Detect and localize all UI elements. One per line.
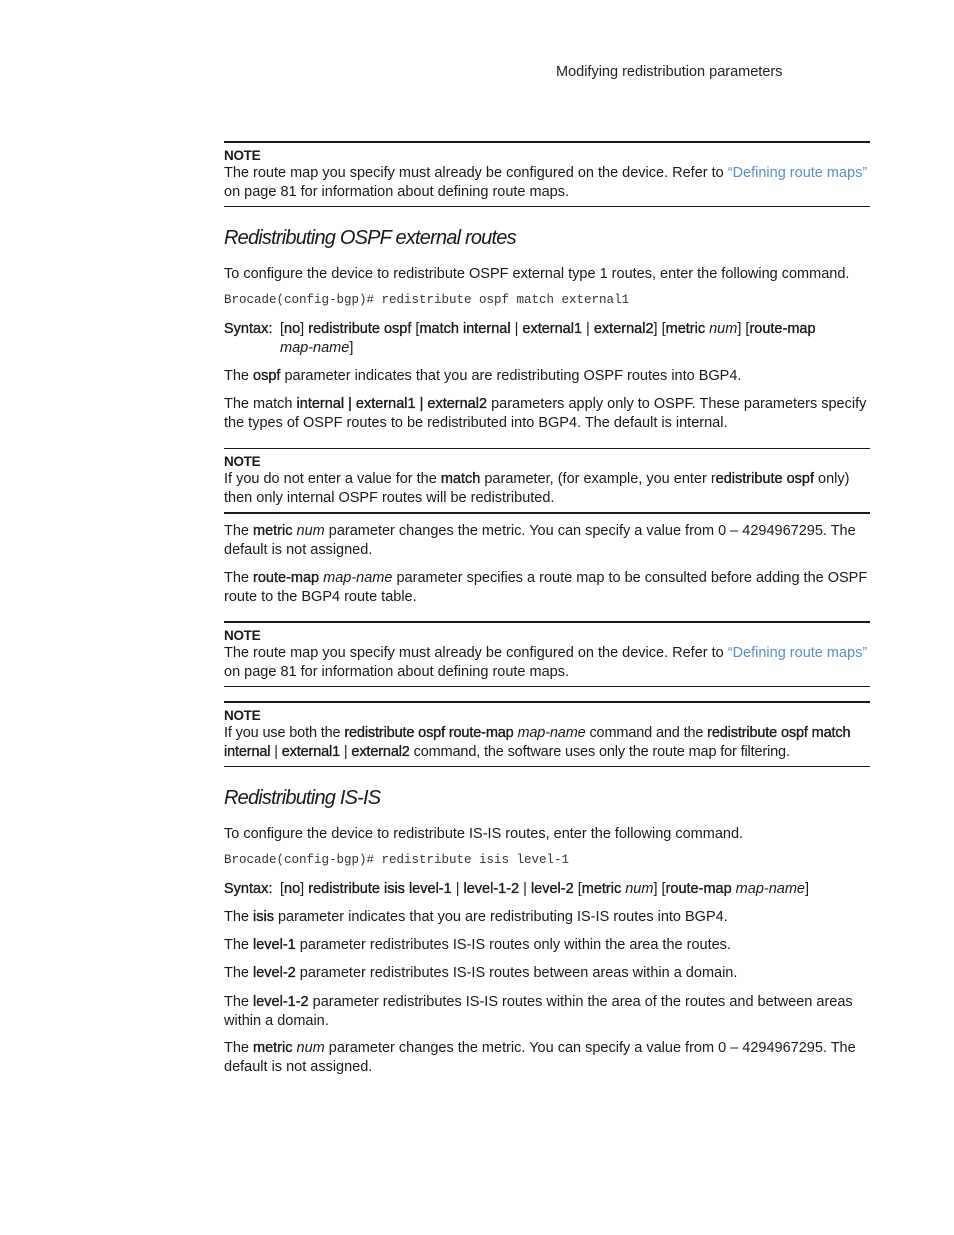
keyword: external2: [351, 743, 410, 760]
section-heading-isis: [224, 787, 870, 810]
syntax-variable: map-name: [280, 339, 350, 356]
syntax-punct: [: [280, 881, 285, 897]
note-box: [224, 141, 870, 207]
variable: num: [292, 1040, 325, 1056]
paragraph: [224, 936, 870, 955]
syntax-block: [224, 880, 870, 899]
text: |: [270, 743, 282, 760]
syntax-punct: |: [582, 321, 594, 337]
syntax-punct: ] [: [653, 321, 666, 337]
section-heading-text: Redistributing OSPF external routes: [224, 227, 516, 249]
text: The: [224, 570, 254, 586]
note-text: [224, 164, 870, 201]
text: parameter indicates that you are redistributing IS-IS routes into BGP4.: [273, 909, 728, 925]
section-heading-text: Redistributing IS-IS: [224, 787, 381, 809]
keyword: ospf: [253, 368, 281, 384]
syntax-keyword: external1: [522, 321, 583, 337]
paragraph: [224, 395, 870, 432]
keyword: level-1-2: [253, 994, 309, 1010]
paragraph: [224, 367, 870, 386]
paragraph: [224, 993, 870, 1030]
text: If you use both the: [224, 725, 345, 741]
level-2-param-desc: [224, 964, 870, 983]
text: The: [224, 368, 254, 384]
note-text-part: on page 81 for information about defining route maps.: [224, 183, 570, 200]
note-text-part: The route map you specify must already be configured on the device. Refer to: [224, 645, 728, 661]
level-1-2-param-desc: [224, 993, 870, 1030]
ospf-syntax: [224, 320, 870, 357]
paragraph: [224, 964, 870, 983]
note-text: [224, 724, 870, 761]
ospf-command-example: [224, 293, 870, 307]
keyword: route-map: [253, 570, 320, 586]
text: only) then only internal OSPF routes will be redistributed.: [224, 471, 850, 506]
syntax-keyword: external2: [593, 321, 654, 337]
ospf-intro: [224, 265, 870, 284]
text: The: [224, 937, 254, 953]
syntax-punct: |: [510, 321, 523, 337]
running-header: Modifying redistribution parameters: [556, 64, 783, 80]
syntax-punct: ]: [300, 881, 309, 897]
text: command and the: [585, 725, 708, 741]
keyword: isis: [253, 909, 274, 925]
isis-metric-param-desc: [224, 1039, 870, 1076]
text: parameters apply only to OSPF. These parameters specify the types of OSPF routes to be redistributed into BGP4. The default is internal.: [224, 396, 867, 431]
paragraph: To configure the device to redistribute IS-IS routes, enter the following command.: [224, 826, 744, 842]
text: parameter indicates that you are redistributing OSPF routes into BGP4.: [280, 368, 742, 384]
text: parameter changes the metric. You can specify a value from 0 – 4294967295. The default is not assigned.: [224, 523, 856, 558]
route-map-param-desc: [224, 569, 870, 606]
keyword: level-2: [253, 965, 296, 981]
isis-command-example: [224, 853, 870, 867]
code-line: Brocade(config-bgp)# redistribute isis level-1: [224, 853, 570, 867]
paragraph: [224, 569, 870, 606]
note-label: NOTE: [224, 148, 261, 163]
note-label: NOTE: [224, 628, 261, 643]
syntax-punct: [: [280, 321, 285, 337]
note-box: [224, 621, 870, 687]
metric-param-desc: [224, 522, 870, 559]
note-label: NOTE: [224, 708, 261, 723]
text: |: [340, 743, 352, 760]
text: parameter, (for example, you enter r: [480, 471, 716, 487]
match-param-desc: [224, 395, 870, 432]
note-text-part: on page 81 for information about defining route maps.: [224, 663, 570, 680]
syntax-punct: ]: [805, 881, 810, 897]
text: parameter redistributes IS-IS routes only within the area the routes.: [295, 937, 731, 953]
syntax-punct: ]: [349, 339, 354, 356]
keyword: match: [440, 471, 481, 487]
note-text: [224, 470, 870, 507]
paragraph: [224, 908, 870, 927]
syntax-punct: ]: [300, 321, 309, 337]
text: The: [224, 994, 254, 1010]
text: The: [224, 965, 254, 981]
syntax-punct: [: [411, 321, 420, 337]
defining-route-maps-link[interactable]: “Defining route maps”: [727, 645, 868, 661]
keyword: metric: [253, 1040, 293, 1056]
syntax-keyword: no: [284, 321, 301, 337]
variable: map-name: [319, 570, 393, 586]
syntax-keyword: level-1-2: [463, 881, 520, 897]
syntax-variable: num: [705, 321, 738, 337]
syntax-keyword: route-map: [665, 881, 732, 897]
text: If you do not enter a value for the: [224, 471, 441, 487]
note-box: [224, 701, 870, 767]
syntax-keyword: no: [284, 881, 301, 897]
syntax-text: [280, 320, 870, 357]
syntax-keyword: redistribute ospf: [308, 321, 412, 337]
code-line: Brocade(config-bgp)# redistribute ospf match external1: [224, 293, 630, 307]
syntax-keyword: level-2: [530, 881, 574, 897]
text: parameter redistributes IS-IS routes between areas within a domain.: [295, 965, 738, 981]
isis-intro: [224, 825, 870, 844]
keyword: redistribute ospf route-map: [344, 725, 514, 741]
text: parameter specifies a route map to be consulted before adding the OSPF route to the BGP4 route table.: [224, 570, 868, 605]
syntax-block: [224, 320, 870, 357]
section-heading-ospf: [224, 227, 870, 250]
text: parameter changes the metric. You can specify a value from 0 – 4294967295. The default is not assigned.: [224, 1040, 856, 1075]
paragraph: [224, 1039, 870, 1076]
syntax-keyword: redistribute isis level-1: [308, 881, 452, 897]
syntax-punct: ] [: [653, 881, 666, 897]
keyword: internal | external1 | external2: [296, 396, 488, 412]
syntax-keyword: metric: [665, 321, 706, 337]
syntax-punct: |: [451, 881, 464, 897]
text: command, the software uses only the route map for filtering.: [409, 743, 790, 760]
keyword: metric: [253, 523, 293, 539]
isis-syntax: [224, 880, 870, 899]
syntax-keyword: match internal: [419, 321, 511, 337]
paragraph: To configure the device to redistribute OSPF external type 1 routes, enter the following command.: [224, 266, 850, 282]
syntax-keyword: route-map: [749, 321, 816, 337]
syntax-variable: map-name: [731, 881, 805, 897]
variable: num: [292, 523, 325, 539]
keyword: redistribute ospf match internal: [224, 725, 851, 760]
note-text-part: The route map you specify must already be configured on the device. Refer to: [224, 165, 728, 181]
ospf-param-desc: [224, 367, 870, 386]
syntax-keyword: metric: [581, 881, 622, 897]
note-label: NOTE: [224, 454, 261, 469]
variable: map-name: [513, 725, 586, 741]
syntax-variable: num: [621, 881, 654, 897]
keyword: level-1: [253, 937, 296, 953]
defining-route-maps-link[interactable]: “Defining route maps”: [727, 165, 868, 181]
text: The: [224, 1040, 254, 1056]
syntax-label: Syntax:: [224, 321, 273, 337]
text: parameter redistributes IS-IS routes within the area of the routes and between areas within a domain.: [224, 994, 853, 1029]
syntax-text: [280, 880, 870, 899]
level-1-param-desc: [224, 936, 870, 955]
note-text: [224, 644, 870, 681]
isis-param-desc: [224, 908, 870, 927]
keyword: external1: [281, 743, 341, 760]
syntax-punct: ] [: [737, 321, 750, 337]
text: The: [224, 523, 254, 539]
note-box: [224, 448, 870, 514]
text: The: [224, 909, 254, 925]
keyword: edistribute ospf: [715, 471, 815, 487]
syntax-label: Syntax:: [224, 881, 273, 897]
syntax-punct: [: [573, 881, 582, 897]
syntax-punct: |: [519, 881, 531, 897]
text: The match: [224, 396, 297, 412]
paragraph: [224, 522, 870, 559]
